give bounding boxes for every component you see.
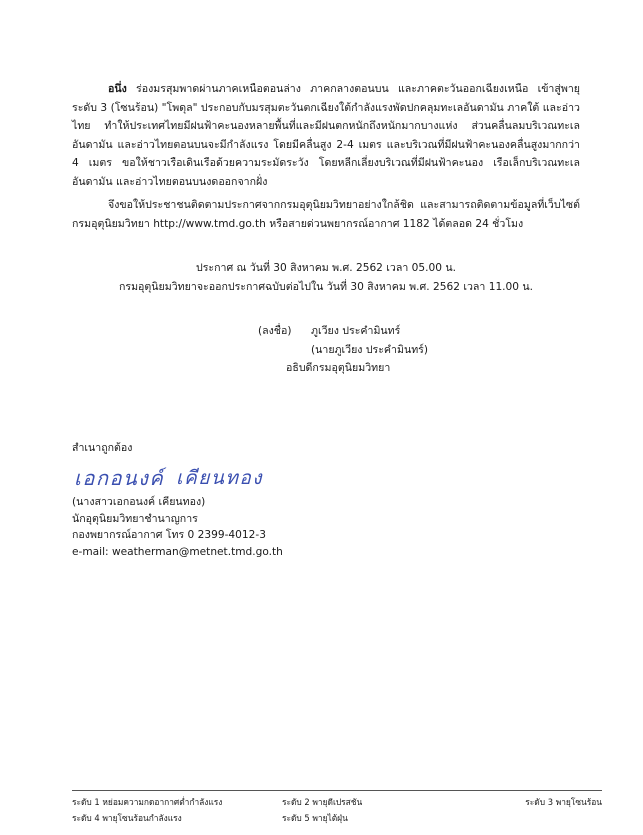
legend-level-2: ระดับ 2 พายุดีเปรสชัน bbox=[282, 797, 363, 807]
weather-paragraph bbox=[72, 80, 580, 192]
signer-title: อธิบดีกรมอุตุนิยมวิทยา bbox=[286, 362, 391, 375]
copy-signer-position: นักอุตุนิยมวิทยาชำนาญการ bbox=[72, 512, 198, 525]
svg-text:เอกอนงค์: เอกอนงค์ bbox=[74, 465, 165, 490]
signature-row bbox=[258, 322, 428, 341]
signature-block bbox=[258, 322, 428, 378]
signature-label: (ลงชื่อ) bbox=[258, 325, 292, 337]
signer-name: ภูเวียง ประคำมินทร์ bbox=[311, 325, 401, 337]
handwritten-signature bbox=[72, 458, 272, 494]
legend-row bbox=[72, 794, 602, 810]
legend-spacer bbox=[472, 810, 602, 826]
copy-signer-division: กองพยากรณ์อากาศ โทร 0 2399-4012-3 bbox=[72, 529, 266, 542]
copy-signer-email: e-mail: weatherman@metnet.tmd.go.th bbox=[72, 546, 283, 559]
paragraph-body: ร่องมรสุมพาดผ่านภาคเหนือตอนล่าง ภาคกลางตอนบน และภาคตะวันออกเฉียงเหนือ เข้าสู่พายุระดับ 3 (โซนร้อน) "โพดุล" ประกอบกับมรสุมตะวันตกเฉียงใต้กำลังแรงพัดปกคลุมทะเลอันดามัน ภาคใต้ และอ่าวไทย ทำให้ประเทศไทยมีฝนฟ้าคะนองหลายพื้นที่และมีฝนตกหนักถึงหนักมากบางแห่ง ส่วนคลื่นลมบริเวณทะเลอันดามัน และอ่าวไทยตอนบนจะมีกำลังแรง โดยมีคลื่นสูง 2-4 เมตร และบริเวณที่มีฝนฟ้าคะนองคลื่นสูงมากกว่า 4 เมตร ขอให้ชาวเรือเดินเรือด้วยความระมัดระวัง โดยหลีกเลี่ยงบริเวณที่มีฝนฟ้าคะนอง เรือเล็กบริเวณทะเลอันดามัน และอ่าวไทยตอนบนงดออกจากฝั่ง bbox=[72, 83, 580, 188]
legend-level-3: ระดับ 3 พายุโซนร้อน bbox=[525, 797, 602, 807]
legend-level-4: ระดับ 4 พายุโซนร้อนกำลังแรง bbox=[72, 813, 182, 823]
svg-text:เคียนทอง: เคียนทอง bbox=[176, 466, 264, 489]
advice-paragraph bbox=[72, 196, 580, 233]
legend-level-1: ระดับ 1 หย่อมความกดอากาศต่ำกำลังแรง bbox=[72, 797, 223, 807]
certified-copy-heading: สำเนาถูกต้อง bbox=[72, 442, 133, 454]
advice-body: จึงขอให้ประชาชนติดตามประกาศจากกรมอุตุนิยมวิทยาอย่างใกล้ชิด และสามารถติดตามข้อมูลที่เว็บไซต์ กรมอุตุนิยมวิทยา http://www.tmd.go.th หรือสายด่วนพยากรณ์อากาศ 1182 ได้ตลอด 24 ชั่วโมง bbox=[72, 199, 580, 230]
announcement-date: ประกาศ ณ วันที่ 30 สิงหาคม พ.ศ. 2562 เวลา 05.00 น. bbox=[196, 262, 456, 274]
certified-copy-block bbox=[72, 440, 283, 561]
legend-row bbox=[72, 810, 602, 826]
paragraph-lead-word: อนึ่ง bbox=[108, 83, 127, 95]
signer-name-parenthesized: (นายภูเวียง ประคำมินทร์) bbox=[311, 343, 429, 356]
next-announcement: กรมอุตุนิยมวิทยาจะออกประกาศฉบับต่อไปใน วันที่ 30 สิงหาคม พ.ศ. 2562 เวลา 11.00 น. bbox=[118, 281, 534, 293]
legend-level-5: ระดับ 5 พายุไต้ฝุ่น bbox=[282, 813, 348, 823]
copy-signer-name: (นางสาวเอกอนงค์ เคียนทอง) bbox=[72, 495, 206, 508]
storm-level-legend bbox=[72, 790, 602, 826]
